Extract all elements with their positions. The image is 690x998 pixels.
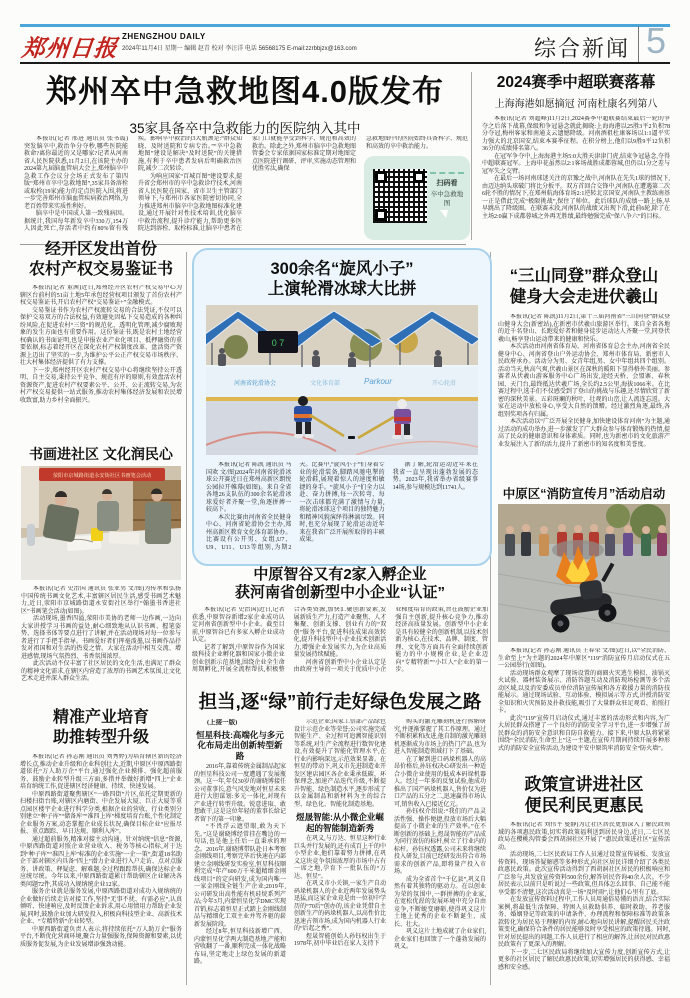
calligraphy-photo — [21, 466, 181, 580]
divider-lead-right — [471, 72, 472, 240]
svg-text:0 7: 0 7 — [271, 338, 285, 348]
article-zhengce — [498, 774, 670, 990]
skating-body: 本报讯(记者 陈凯 通讯员 马国欢 文/图)2024年河南省轮滑冰球公开赛近日在郑州高新区朗悦公园拉开帷幕(如图)。来自全省各地26支队伍的300余名轮滑冰球爱好者齐聚一堂,角逐拼搏一较高下。 本次比赛由河南省全民健身中心、河南省轮滑协会主办,郑州高新区教育文化体育部协办。比赛设有公开男、女组,U7、U9、U11、U13等组别,为期2天。比赛中,“旋风小子”们身着专业的轮滑装备,脚踏风驰电掣的轮滑鞋,展现着惊人的速度和敏捷的身手。“旋风小子”们全力以赴、奋力拼搏,每一次转弯、每一次击球都充满了激情与力量,将轮滑冰球这个项目的独特魅力和精神风貌演绎得淋漓尽致。同时,也充分展现了轮滑运动近年来在我省广泛开展所取得的丰硕成果。 据了解,轮滑运动近年来在我省一直呈现出蓬勃发展的态势。2023年,我省举办省级赛事14场,参与规模达到11741人。 — [206, 462, 478, 551]
section-divider — [638, 26, 639, 62]
skating-headline-1: 300余名“旋风小子” — [270, 260, 414, 278]
article-zhigu — [192, 566, 488, 684]
skating-headline-2: 上演轮滑冰球大比拼 — [267, 280, 417, 298]
lead-headline: 郑州卒中急救地图4.0版发布 — [45, 74, 445, 109]
article-skating — [192, 248, 492, 566]
csl-headline: 2024赛季中超联赛落幕 — [496, 74, 656, 91]
svg-text:文化体育部: 文化体育部 — [310, 381, 341, 387]
shuhua-body: 本报讯(记者 史治国 通讯员 张亚男 文/图)为传承和弘扬中国传统书画文化艺术,丰富辖区居民生活,感受书画艺术魅力,近日,荥阳市京城路街道永安街社区举行“翰墨书香进社区”书画笔会活动(如图)。 活动现场,墨香四溢,荥阳市美协的老师一边作画,一边向大家讲授学习书画的益处,耐心细致地从认识书画、握笔姿势、选择书体等要点进行了讲解,并在活动现场对每一位参与者进行了手把手指导。书画爱好者们挥毫泼墨,以书画作品抒发对祖国和对生活的热爱之情。大家在活动中相互交流、增进感情,现场气氛热烈、书香氛围浓厚。 此次活动不仅丰富了社区居民的文化生活,也满足了群众的精神文化需求,在辖区内营造了浓厚的书画艺术氛围,让文化艺术走进并深入群众生活。 — [21, 586, 181, 682]
continued-note: (上接一版) — [207, 719, 238, 726]
green-subhead-2: 煜晟智能:从小微企业崛起的智能制造新秀 — [296, 812, 384, 833]
svg-text:Parkour: Parkour — [364, 377, 393, 386]
shuhua-headline: 书画进社区 文化润民心 — [29, 446, 173, 462]
green-col2: 示范企业;国家工信部产品绿色设计示范企业等荣誉;公司实施完成智能生产、全过程可追溯智能识别等系统,对生产全流程进行数智化建设,有效提升了智能化管理水平,在行业内影响深远,示范效果显著。在恒星的带动下,巩义市先进制造业开发区建店园区各企业秉承低碳、环保理念,加速产品迭代升级,不断提升智能、绿色制造水平,逐步形成了以金属制品和新材料为主的综合型、绿色化、智能化制造基地。 煜晟智能:从小微企业崛起的智能制造新秀 在巩义,与万达、恒星这种行业巨头并行发展的,还有成百上千的中小型企业,他们靠着努力拼搏,在巩义这块竞争氛围浓厚的市场中占有一席之地,孕育下一批队伍的“万达、恒星”。 在巩义市小关镇,一家生产自动码垛机器人的企业近两年发展势头迅猛,而这家企业竟是由一位初中学历的“70后”创办的,该企业凭借自主创新生产的码垛机器人,以高性价比迅速占领市场,成为国内机器人行业的“后起之秀”。 煜晟智能创始人孙钰权出生于1978年,初中毕业后在家人支持下 — [294, 719, 386, 947]
divider-left-middle — [186, 252, 187, 985]
speech-bubble-tail — [440, 210, 448, 218]
svg-text:荥阳市京城路街道永安街社区书画笔会活动: 荥阳市京城路街道永安街社区书画笔会活动 — [52, 473, 152, 479]
qr-panel — [364, 156, 470, 240]
green-headline: 担当,逐“绿”前行走好绿色发展之路 — [198, 691, 482, 712]
xiaofang-headline: 中原区“消防宣传月”活动启动 — [502, 487, 666, 501]
lead-body-col4: 急救地图中的医院始终具备科学、规范和高效的卒中救治能力。 — [366, 136, 468, 150]
csl-subhead: 上海海港如愿摘冠 河南杜康名列第八 — [494, 99, 658, 110]
csl-body: 本报讯(记者 刘超峰)11月2日,2024赛季中超联赛结束最后一轮的争夺之后落下战幕,保级和争冠悬念就此揭晓:上海海港以25胜3平2负积78分夺冠,梅州客家和南通支云遗憾降级。河南酒祖杜康客场以1:1逼平实力强大的北京国安,结束本赛季征程。在积分榜上,他们以9胜9平12负积36分的成绩排名第八。 在冠军争夺中,上海海港主场5:0大胜天津津门虎,结束争冠悬念,夺得中超联赛冠军。上海申花虽然以2:1客场战胜成都蓉城,但仍以1分之差与冠军失之交臂。 在最后一场河南球迷关注的京豫之战中,河南队在先失1球的情况下,由迈达纳头球破门将比分扳平。双方首回合交锋中,河南队在遭遇第二次6轮不胜的情况下,在郑州航海体育场2:1逆转北京国安,河南队主教练南基一正是借此完成“极限挑战”,保住了帅位。此后球队的成绩一路上扬,早早跳出了降级圈。在联赛末段,河南队的战绩又出现下滑,此前6轮,除了在主场2:0赢下成都蓉城之外再无胜绩,最终勉强完成“保八争六”的目标。 — [482, 116, 670, 220]
article-sanshan — [498, 266, 670, 478]
page-number: 5 — [646, 20, 667, 61]
zhigu-body: 本报讯(记者 史治国)近日,记者获悉,中原智谷新增2家企业成功认定河南省创新型中小企业。截至目前,中原智谷已有多家入孵企业成功认定。 记者了解到,中原智谷作为国家级科技企业孵化器和国家小微企业创业创新示范基地,围绕企业全生命周期孵化,开展全流程帮扶,积极整合各类资源,加快汇聚创新要素,发展新质生产力,打造产业聚焦、人才集聚、创新支撑、创业有力的“双创”服务平台,促进科技成果高效转化,提升科技型中小企业技术创新活力,增强企业发展实力,为企业高质量发展持续赋能。 河南省创新型中小企业认定是由政府主导的一项关于优质中小企业梯度培育的政策,旨在鼓励企业加强自主创新,提升核心竞争力,推动经济高质量发展。创新型中小企业是具有较健全的创新机制,以技术创新为核心,在技术、品牌、制度、管理、文化等方面具有全面持续创新能力的中小规模企业,是企业迈向“专精特新”“小巨人”企业的第一步。 — [192, 607, 488, 673]
paper-logo-en: ZHENGZHOU DAILY — [122, 32, 206, 41]
jingkai-body: 本报讯(记者 董茜)近日,郑州经开区农村产权交易中心为辖区台前村的51亩土地5年承包经营权项目颁发了首份农村产权交易鉴证书,开启农村产权“交易鉴证+”金融模式。 交易鉴证书作为农村产权流转交易的合法凭证,不仅可以保护交易双方的合法权益,有效避免因私下交易造成的各种纠纷风险,在促进农村“三资”的规范化、透明化管理,减少腐败现象的发生方面也有重要作用。这份鉴证书,既是农村土地经营权确认的书面证明,也是申报农业产业化项目、抵押融资的重要依据,标志着经开区在深化农村产权制度改革、盘活资产资源上迈出了坚实的一步,为维护公平公正产权交易市场秩序、壮大村集体经济提供了有力支撑。 下一步,郑州经开区农村产权交易中心将继续坚持公开透明、自主交易,秉持公平竞争、规范有序的原则,有效盘活农村资源资产,促进农村产权要素公平、公开、公正流转交易,为农村产权交易提供一站式服务,推动农村集体经济发展和农民增收致富,助力乡村全面振兴。 — [20, 285, 182, 404]
section-title: 综合新闻 — [533, 36, 630, 61]
article-csl — [482, 70, 670, 242]
zhigu-headline-2: 获河南省创新型中小企业“认证” — [234, 584, 445, 601]
skating-photo — [206, 305, 478, 455]
masthead-rule — [20, 62, 670, 64]
dateline: 2024年11月4日 星期一 编辑 赵青 校对 李汪洋 电话 56568175 E-mail:zzrbbjzx@163.com — [122, 46, 357, 52]
qr-label: 扫码看 卒中急救地图 — [430, 172, 464, 218]
jingzhun-headline-1: 精准产业培育 — [52, 709, 149, 726]
green-col1: (上接一版) 恒星科技:高端化与多元化布局走出创新转型新路 2016年,靠着传统金属制品起家的恒星科技公司一度遭遇了发展瓶颈。这一年,年仅30岁的谢晓博接任公司董事长,意气风发地对恒星未来进行大胆谋划:多元一体化,对现有产业进行转型升级。锐意进取、敢想敢干,这是这位年轻的董事长给记者留下的第一印象。 “不畏浮云遮望眼,敢为天下先。”这是谢晓博经常挂在嘴边的一句话,也是他上任后一直秉承的理念。2016年,谢晓博带队赴日本考察金刚线项目,考察完毕后快速在内部建立金刚线研发实验室,恒星科技顺利完成“年产600万千米超精细金刚线项目”的定向研发,成为国内唯一一家金刚线全链生产企业;2019年,公司研发出高性能有机硅烷系列产品;今年3月,内蒙恒星化学DMC实现首销,标志着恒星正式踏上金刚线制品与精细化工双主业并驾齐驱的崭新发展阶段。 经过8年,恒星科技新增广西、内蒙恒星化学两大制造基地,产能和营收翻了一番,顺利完成一体化战略布局,坚定地走上绿色发展的新道路。 — [194, 719, 286, 965]
jingkai-headline-1: 经开区发出首份 — [44, 241, 157, 258]
qr-code — [373, 169, 427, 223]
lead-body: 本报讯(记者 邢进 通讯员 张书震)突发脑卒中,救治争分夺秒,哪些医院能救命?离你最近的又是哪家?记者从河南省人民医院获悉,11月2日,在该院主办的2024第九届脑血管病大会上,郑州脑卒中急救工作会议分会场正式发布了第四版“郑州市卒中急救地图”,35家具备溶栓或取栓(19家)能力的定点医院入围,将进一步完善郑州市脑血管疾病救治网络,为老百姓带来实质性利好。 脑卒中是中国成人第一致残病因。据统计,我国每年新发卒中330万,154万人因此死亡,存活者中约有80%留有残疾。影响卒中救治的3大瓶颈是:“群众知晓、及时送院和专病专治。”“卒中急救地图”建设是解决“及时送院”的关键措施,有利于卒中患者发病后明确救治医院,减少二次转诊。 为响应国家“百城百图”建设要求,提升省会郑州市的卒中急救诊疗技术,河南省人民医院在国家、省市卫生主管部门领导下,与郑州市各家医院密切协同,全力推进郑州市脑卒中急救地图标准化建设,通过开展针对性技术培训,优化脑卒中救治流程,提升诊疗能力,帮助更多医院达到溶栓、取栓标准,让脑卒中患者在家门口就能享受到科学、规范和高效的救治。除此之外,郑州市脑卒中急救地图管委会专家依据国家标准定期对地图定点医院进行调研、评审,实施动态管理和优胜劣汰,确保 — [24, 136, 356, 232]
zhengce-headline-2: 便民利民更惠民 — [524, 796, 644, 815]
article-green — [192, 688, 488, 988]
article-xiaofang — [498, 484, 670, 770]
sanshan-headline-1: “三山同登”群众登山 — [509, 267, 659, 285]
paper-logo: 郑州日报 — [20, 35, 120, 62]
svg-text:河南省轮滑协会: 河南省轮滑协会 — [234, 381, 277, 387]
zhengce-headline-1: 政策宣讲进社区 — [524, 775, 644, 794]
jingzhun-headline-2: 助推转型升级 — [52, 729, 149, 746]
article-jingkai — [20, 240, 182, 438]
article-jingzhun — [20, 708, 182, 990]
article-shuhua — [20, 444, 182, 702]
xiaofang-body: 本报讯(记者 孙志刚 通讯员 王春荣 文/图)近日,以“全民消防、生命至上”为主题的2024年中原区“119”消防宣传月启动仪式在五一公园举行(如图)。 活动现场群众观摩了现场设置的商圈火灾逃生模拟、油锅灭火试验、器材装备展示、消防答题互动及消防现场检测等多个活动区域,以及消安委成员单位消防宣传展和各方救援力量的消防技能展示。通过现场试验、互动体验、模拟展示等方式,讲授消防安全知识和火灾预防及扑救技能,吸引了大量群众驻足观看、拍照打卡。 此次“119”宣传月启动仪式,通过丰富的活动形式和内容,为广大居民群众搭建了一个良好的消防安全学习平台,进一步增强了居民群众的消防安全意识和自防自救能力。接下来,中原大队将紧紧围绕“全民消防,生命至上”这一主题,在宣传月期间持续开展多种形式的消防安全宣传活动,为建设平安中原筑牢消防安全“防火墙”。 — [498, 648, 670, 752]
green-subhead-1: 恒星科技:高端化与多元化布局走出创新转型新路 — [196, 729, 284, 761]
article-stroke-map — [20, 66, 470, 244]
green-col3: 购买的激光雕刻机进行拆解研究,并逐渐掌握了其工作原理。通过不断积累和改进,他自制的激光雕刻机逐渐成为市场上的热门产品,也为进入智能制造领域打下了基础。 在了解到进口码垛机器人的高昂价格后,孙钰权决心研发出一种适合小微企业使用的低成本码垛机器人。经过一年多的反复试验,他成功推出了国产码垛机器人,售价仅为进口产品的五分之二,迅速赢得市场认可,销售收入已接近亿元。 孙钰权介绍说:“我们的产品灵活性强、操作便捷,投放市场后大幅提高了小微企业的生产效率。”在不断创新的基础上,煜晟智能的产品成为同行效仿的标杆,树立了行业内的标杆。孙钰权透露,公司未来将继续投入研发,目前已经研发出符合市场需求的创新产品,即将量产投入市场。 成为全省首个“千亿县”,巩义自然有着其独特的驱动力。在以创业为荣的氛围中,一群拼搏的企业家,在宽松优渥的发展环境中充分自由竞争,不断蜕变磨砺,使得巩义这片土地上优秀的企业不断诞生、成长、壮大。 巩义这片土地成就了企业家们,企业家们也回馈了一个蓬勃发展的巩义。 — [394, 719, 486, 950]
jingkai-headline-2: 农村产权交易鉴证书 — [28, 261, 173, 278]
zhengce-body: 本报讯(记者 刘伟平 曼静)为让社区居民更加深入了解民政领域的各项惠民政策,切实将政策福利送到居民身边,近日,二七区民政局在樱桃沟管委会西胡洞社区开展了“惠民政策进社区”宣传活动。 活动现场,二七区民政局工作人员通过设置宣传展板、发放宣传资料、现场答疑解惑等多种形式,向社区居民详细介绍了各类民政惠民政策。此次宣传活动得到了西胡洞社区居民的积极响应和广泛参与,共发放宣传资料500余份,解答居民咨询40余人次。不少居民表示,以前只是听说过一些政策,但具体怎么回事、自己能不能享受都不清楚,这次活动真是一场“及时雨”,让他们心里有了底。 在发放宣传资料过程中,工作人员用通俗易懂的语言,结合实际案例,将最低生活保障、特困人员救助供养、临时救助、养老服务、婚姻登记等政策的申请条件、办理流程和保障标准等政策条款转化为居民易于理解的内容,耐心地向居民讲解,提醒居民关注政策变化,确保符合条件的居民能够及时享受相应的政策待遇。同时,针对居民提出的问题,工作人员进行了相应的解答,让居民对民政惠民政策有了更深入的理解。 下一步,二七区民政局将继续加大宣传力度,创新宣传方式,让更多的社区居民了解民政惠民政策,切实增强居民的获得感、幸福感和安全感。 — [498, 822, 670, 971]
fire-drill-photo — [498, 504, 670, 642]
sanshan-headline-2: 健身大会走进伏羲山 — [509, 288, 659, 306]
top-rule — [20, 24, 670, 27]
masthead-info — [122, 32, 357, 52]
lead-subhead: 35家具备卒中急救能力的医院纳入其中 — [129, 121, 361, 136]
jingzhun-body: 本报讯(记者 孙志刚 通讯员 刘秀婷)为培育辖区新的经济增长点,推动企业升级和企业科创壮大,近期,中原区中原西路街道依托“万人助万企”平台,通过强化企业摸排、强化超前服务、鼓励企业转型升级三方面,多措并举做好新增“四上”企业培育纳统工作,促进辖区经济健康、持续、快速发展。 中原西路街道聚焦辖区“一路四街”片区,依托定期更新的扫楼扫街台账,对辖区内磨街、中企发展大厦、巨正大厦等重点园区楼宇企业进行科学分类,根据企业的营收、行业类别分别建立“种子库”“储备库”“准四上库”梯度培育台账,个性化制定企业服务方案,动态掌握企业成长状况,确保目标企业“应报尽报、重点跟踪、早日达规、顺利入库”。 通过超前服务,精准对接主动沟通。针对纳统“信息”资源,中原西路街道对照企业营业收入、税务等核心指标,对于达到“种子库”“准四上库”标准的企业实施“一企一策”,街道18名助企干部对辖区内具备“四上”潜力企业进行入户走访、点对点服务、讲政策、释疑虑、解难题,全过程跟踪帮扶,确保达标企业应统尽统。今年以来,中原西路街道累计帮助辖区企业解决各类问题72件,其成功入规纳统企业12家。 服务企业就是服务发展,中原西路街道对成功入规纳统的企业做好后续走访对接工作,坚持“无事不扰、有需必应”,认真倾听、快速响应,及时反馈企业诉求,用心用情用力帮助企业发展,同时,鼓励企业加大研发投入,积极向科技型企业、高新技术企业、“专精特新”企业转型。 中原西路街道负责人表示,将持续依托“万人助万企”服务平台,不断优化营商环境,聚合力量强服务,保障资源和要素,以优质服务促发展,为企业发展增添强劲动能。 — [20, 754, 182, 948]
qr-dash-line — [430, 172, 464, 174]
sanshan-body: 本报讯(记者 陈凯)11月2日,第十三届河南省“三山同登”群众登山健身大会(新密站),在新密市伏羲山旅游区举行。来自全省各地的近千名登山、长跑爱好者和健身徒步运动达人齐聚一堂,同登伏羲山,畅享登山运动带来的健康和快乐。 本次活动由河南省体育局、河南省体育总会主办,河南省全民健身中心、河南省登山户外运动协会、郑州市体育局、新密市人民政府承办。活动分为男、女青年组,男、女中年组共四个组别。活动当天,秋高气爽,伏羲山景区在深秋的暖阳下显得格外美丽。参赛者从伏羲山游客服务中心广场出发,途经天桥、会盟寨、春秋园、天门台,最终抵达伏羲广场,全长约2.5公里,海拔1066米。在比赛过程中,选手们不仅感受到了登山的挑战与乐趣,还尽情欣赏了新密的深秋美景。五彩斑斓的秋叶、壮观的山峦,让人流连忘返。大家在运动中放松身心,享受大自然的馈赠。经过激烈角逐,最终,各组别奖项各有归属。 本次活动以“广泛开展全民健身,加快建设体育河南”为主题,通过活动的成功举办,进一步激发了广大群众参与体育锻炼的热情,提高了民众的健康意识和身体素质。同时,也为新密市的文化旅游产业发展注入了新的活力,提升了新密市的知名度和美誉度。 — [498, 314, 670, 448]
zhigu-headline-1: 中原智谷又有2家入孵企业 — [253, 566, 427, 583]
svg-text:开心轮滑: 开心轮滑 — [432, 381, 457, 387]
